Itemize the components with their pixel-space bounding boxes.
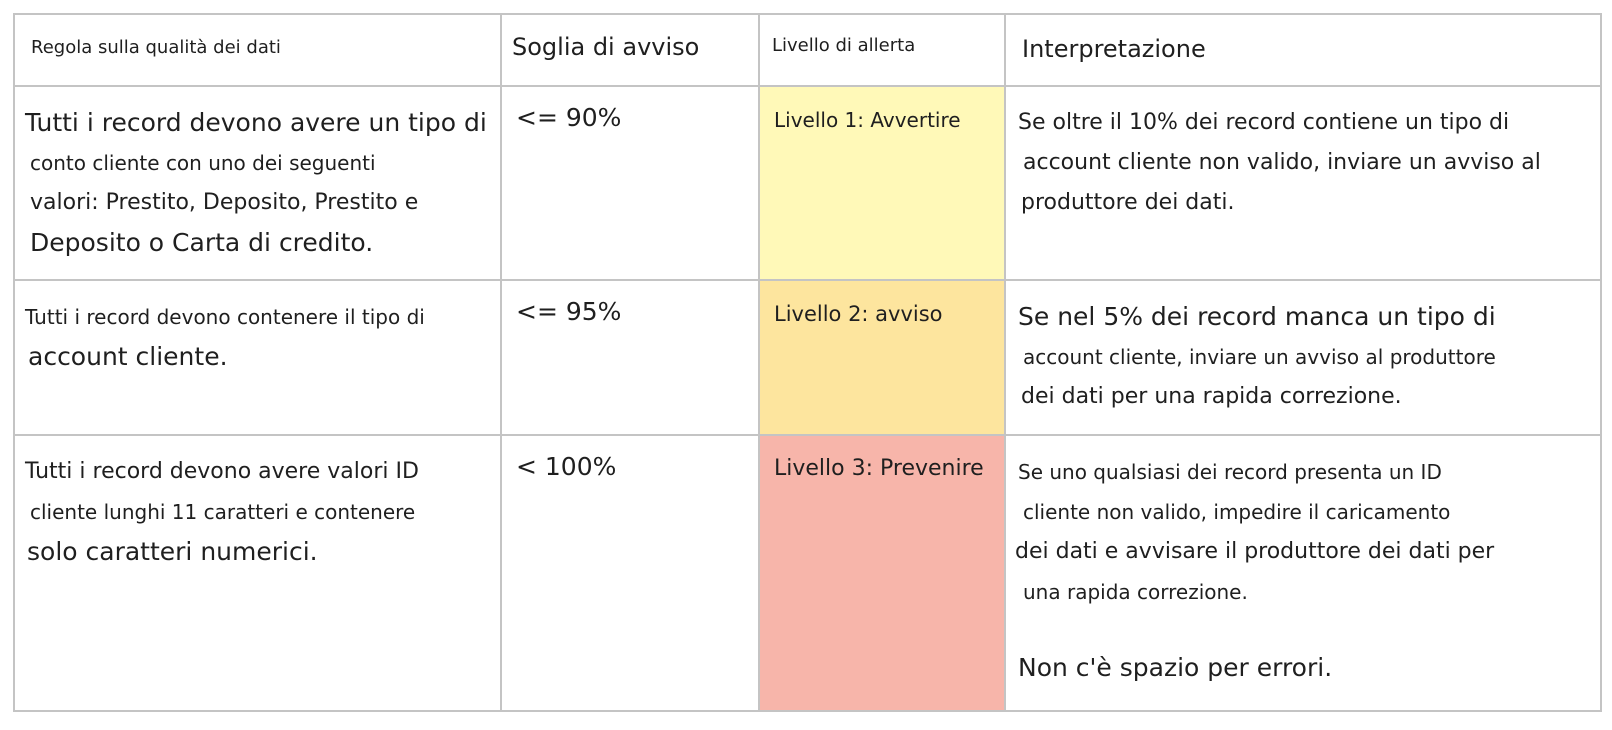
table-row [14, 435, 1601, 711]
threshold-value: <= 90% [516, 103, 622, 132]
rule-cell [14, 280, 501, 435]
alert-level-label: Livello 2: avviso [774, 302, 943, 326]
header-rule-label: Regola sulla qualità dei dati [31, 37, 281, 58]
interpretation-line: account cliente, inviare un avviso al produttore [1023, 345, 1496, 369]
interpretation-line: Se uno qualsiasi dei record presenta un ID [1018, 460, 1442, 484]
interpretation-line: Se oltre il 10% dei record contiene un tipo di [1018, 110, 1510, 135]
header-level-label: Livello di allerta [772, 35, 916, 56]
header-interpretation-label: Interpretazione [1022, 35, 1206, 63]
data-quality-rules-table [13, 13, 1602, 712]
alert-level-cell [759, 435, 1005, 711]
interpretation-cell [1005, 435, 1601, 711]
header-rule [14, 14, 501, 86]
rule-text-line: solo caratteri numerici. [27, 537, 318, 566]
alert-level-cell [759, 280, 1005, 435]
interpretation-line: cliente non valido, impedire il caricamento [1023, 500, 1451, 524]
rule-text-line: conto cliente con uno dei seguenti [30, 151, 376, 175]
interpretation-cell [1005, 280, 1601, 435]
threshold-cell [501, 435, 759, 711]
header-threshold-label: Soglia di avviso [512, 33, 700, 61]
interpretation-line: account cliente non valido, inviare un avviso al [1023, 150, 1541, 175]
rule-text-line: Tutti i record devono avere valori ID [25, 459, 419, 484]
rule-cell [14, 86, 501, 280]
rule-text-line: cliente lunghi 11 caratteri e contenere [30, 500, 416, 524]
rule-text-line: Deposito o Carta di credito. [30, 228, 374, 257]
alert-level-label: Livello 1: Avvertire [774, 108, 961, 132]
rule-text-line: account cliente. [28, 342, 228, 371]
rule-cell [14, 435, 501, 711]
interpretation-line: dei dati e avvisare il produttore dei dati per [1015, 539, 1495, 564]
threshold-value: <= 95% [516, 297, 622, 326]
interpretation-line: una rapida correzione. [1023, 580, 1248, 604]
alert-level-label: Livello 3: Prevenire [774, 456, 984, 481]
rule-text-line: Tutti i record devono avere un tipo di [25, 108, 487, 137]
interpretation-note: Non c'è spazio per errori. [1018, 653, 1333, 682]
rule-text-line: Tutti i record devono contenere il tipo di [25, 305, 425, 329]
interpretation-line: dei dati per una rapida correzione. [1021, 384, 1402, 409]
threshold-cell [501, 86, 759, 280]
header-threshold [501, 14, 759, 86]
header-interpretation [1005, 14, 1601, 86]
header-level [759, 14, 1005, 86]
threshold-value: < 100% [516, 452, 617, 481]
interpretation-line: Se nel 5% dei record manca un tipo di [1018, 302, 1496, 331]
interpretation-line: produttore dei dati. [1021, 190, 1235, 215]
table-header-row [14, 14, 1601, 86]
threshold-cell [501, 280, 759, 435]
alert-level-cell [759, 86, 1005, 280]
table-row [14, 86, 1601, 280]
table-row [14, 280, 1601, 435]
interpretation-cell [1005, 86, 1601, 280]
rule-text-line: valori: Prestito, Deposito, Prestito e [30, 190, 419, 215]
